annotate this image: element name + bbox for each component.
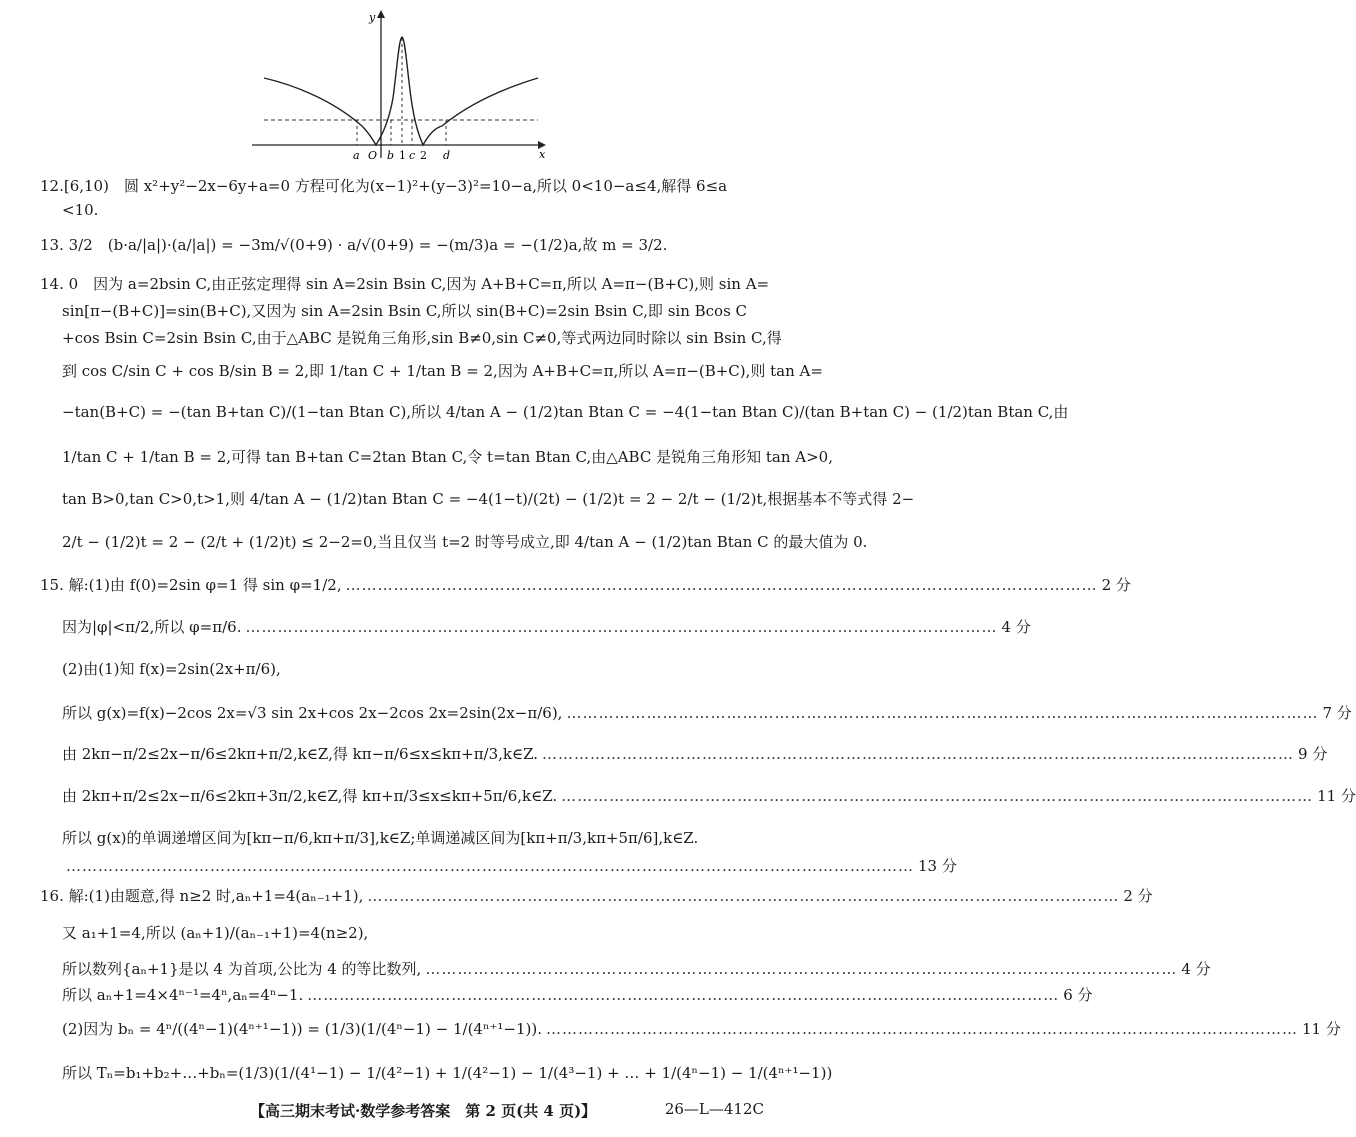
q15-step-2	[62, 616, 1031, 638]
step-text: 所以 aₙ+1=4×4ⁿ⁻¹=4ⁿ,aₙ=4ⁿ−1.	[62, 986, 304, 1004]
step-score: 6 分	[1063, 986, 1093, 1004]
step-text: 所以 g(x)=f(x)−2cos 2x=√3 sin 2x+cos 2x−2cos 2x=2sin(2x−π/6),	[62, 704, 563, 722]
leader-dots: ……………………………………………………………………………………………………………………………	[345, 576, 1098, 594]
leader-dots: ……………………………………………………………………………………………………………………………	[545, 1020, 1298, 1038]
leader-dots: ……………………………………………………………………………………………………………………………	[566, 704, 1319, 722]
q12-line-1: 12.[6,10) 圆 x²+y²−2x−6y+a=0 方程可化为(x−1)²+(y−3)²=10−a,所以 0<10−a≤4,解得 6≤a	[40, 177, 728, 195]
q15-step-7: 所以 g(x)的单调递增区间为[kπ−π/6,kπ+π/3],k∈Z;单调递减区间为[kπ+π/3,kπ+5π/6],k∈Z.	[62, 829, 699, 847]
q14-line-3: +cos Bsin C=2sin Bsin C,由于△ABC 是锐角三角形,sin B≠0,sin C≠0,等式两边同时除以 sin Bsin C,得	[62, 329, 782, 347]
q16-step-3	[62, 958, 1211, 980]
q15-step-4	[62, 702, 1352, 724]
q15-step-5	[62, 743, 1328, 765]
step-text: 15. 解:(1)由 f(0)=2sin φ=1 得 sin φ=1/2,	[40, 576, 342, 594]
step-text: 所以数列{aₙ+1}是以 4 为首项,公比为 4 的等比数列,	[62, 960, 422, 978]
function-graph	[250, 8, 550, 163]
q14-line-2: sin[π−(B+C)]=sin(B+C),又因为 sin A=2sin Bsin C,所以 sin(B+C)=2sin Bsin C,即 sin Bcos C	[62, 302, 748, 320]
leader-dots: ……………………………………………………………………………………………………………………………	[367, 887, 1120, 905]
tick-label-1: 1	[399, 149, 406, 162]
q14-line-4: 到 cos C/sin C + cos B/sin B = 2,即 1/tan C + 1/tan B = 2,因为 A+B+C=π,所以 A=π−(B+C),则 tan A=	[62, 362, 823, 380]
leader-dots: ……………………………………………………………………………………………………………………………	[561, 787, 1314, 805]
y-axis-label: y	[369, 11, 376, 24]
tick-label-c: c	[409, 149, 416, 162]
q14-line-6: 1/tan C + 1/tan B = 2,可得 tan B+tan C=2tan Btan C,令 t=tan Btan C,由△ABC 是锐角三角形知 tan A>0,	[62, 448, 833, 466]
footer-title: 【高三期末考试·数学参考答案 第 2 页(共 4 页)】	[250, 1102, 597, 1120]
step-score: 7 分	[1322, 704, 1352, 722]
q15-step-3: (2)由(1)知 f(x)=2sin(2x+π/6),	[62, 660, 281, 678]
leader-dots: ……………………………………………………………………………………………………………………………………………	[66, 857, 914, 875]
step-score: 4 分	[1001, 618, 1031, 636]
step-text: (2)因为 bₙ = 4ⁿ/((4ⁿ−1)(4ⁿ⁺¹−1)) = (1/3)(1/(4ⁿ−1) − 1/(4ⁿ⁺¹−1)).	[62, 1020, 542, 1038]
y-axis-arrow	[377, 10, 385, 18]
q14-line-1: 14. 0 因为 a=2bsin C,由正弦定理得 sin A=2sin Bsin C,因为 A+B+C=π,所以 A=π−(B+C),则 sin A=	[40, 275, 770, 293]
q16-step-4	[62, 984, 1093, 1006]
q15-step-1	[40, 574, 1131, 596]
q14-line-7: tan B>0,tan C>0,t>1,则 4/tan A − (1/2)tan Btan C = −4(1−t)/(2t) − (1/2)t = 2 − 2/t − (1/2)t,根据基本不等式得 2−	[62, 490, 915, 508]
leader-dots: ……………………………………………………………………………………………………………………………	[245, 618, 998, 636]
step-score: 4 分	[1181, 960, 1211, 978]
q14-line-8: 2/t − (1/2)t = 2 − (2/t + (1/2)t) ≤ 2−2=0,当且仅当 t=2 时等号成立,即 4/tan A − (1/2)tan Btan C 的最大值为 0.	[62, 533, 868, 551]
tick-label-2: 2	[420, 149, 427, 162]
step-text: 因为|φ|<π/2,所以 φ=π/6.	[62, 618, 242, 636]
step-text: 16. 解:(1)由题意,得 n≥2 时,aₙ+1=4(aₙ₋₁+1),	[40, 887, 364, 905]
q16-step-2: 又 a₁+1=4,所以 (aₙ+1)/(aₙ₋₁+1)=4(n≥2),	[62, 924, 369, 942]
q14-line-5: −tan(B+C) = −(tan B+tan C)/(1−tan Btan C),所以 4/tan A − (1/2)tan Btan C = −4(1−tan Btan C)/(tan B+tan C) − (1/2)tan Btan C,由	[62, 403, 1069, 421]
leader-dots: ……………………………………………………………………………………………………………………………	[425, 960, 1178, 978]
step-text: 由 2kπ+π/2≤2x−π/6≤2kπ+3π/2,k∈Z,得 kπ+π/3≤x≤kπ+5π/6,k∈Z.	[62, 787, 558, 805]
q13-line: 13. 3/2 (b·a/|a|)·(a/|a|) = −3m/√(0+9) · a/√(0+9) = −(m/3)a = −(1/2)a,故 m = 3/2.	[40, 236, 668, 254]
q16-step-1	[40, 885, 1153, 907]
tick-label-d: d	[443, 149, 451, 162]
q15-step-8	[62, 855, 957, 877]
tick-label-b: b	[387, 149, 395, 162]
footer-code: 26—L—412C	[664, 1100, 764, 1118]
function-curve	[264, 37, 538, 145]
q16-step-6: 所以 Tₙ=b₁+b₂+…+bₙ=(1/3)(1/(4¹−1) − 1/(4²−1) + 1/(4²−1) − 1/(4³−1) + … + 1/(4ⁿ−1) − 1/(4ⁿ⁺¹−1))	[62, 1064, 833, 1082]
step-score: 2 分	[1123, 887, 1153, 905]
step-score: 13 分	[918, 857, 957, 875]
q12-line-2: <10.	[62, 201, 99, 219]
step-text: 由 2kπ−π/2≤2x−π/6≤2kπ+π/2,k∈Z,得 kπ−π/6≤x≤kπ+π/3,k∈Z.	[62, 745, 539, 763]
tick-label-a: a	[353, 149, 360, 162]
step-score: 11 分	[1301, 1020, 1341, 1038]
q16-step-5	[62, 1018, 1341, 1040]
leader-dots: ……………………………………………………………………………………………………………………………	[307, 986, 1060, 1004]
leader-dots: ……………………………………………………………………………………………………………………………	[542, 745, 1295, 763]
step-score: 2 分	[1101, 576, 1131, 594]
x-axis-label: x	[539, 148, 546, 161]
step-score: 11 分	[1317, 787, 1356, 805]
tick-label-origin: O	[368, 149, 378, 162]
q15-step-6	[62, 785, 1356, 807]
step-score: 9 分	[1298, 745, 1328, 763]
